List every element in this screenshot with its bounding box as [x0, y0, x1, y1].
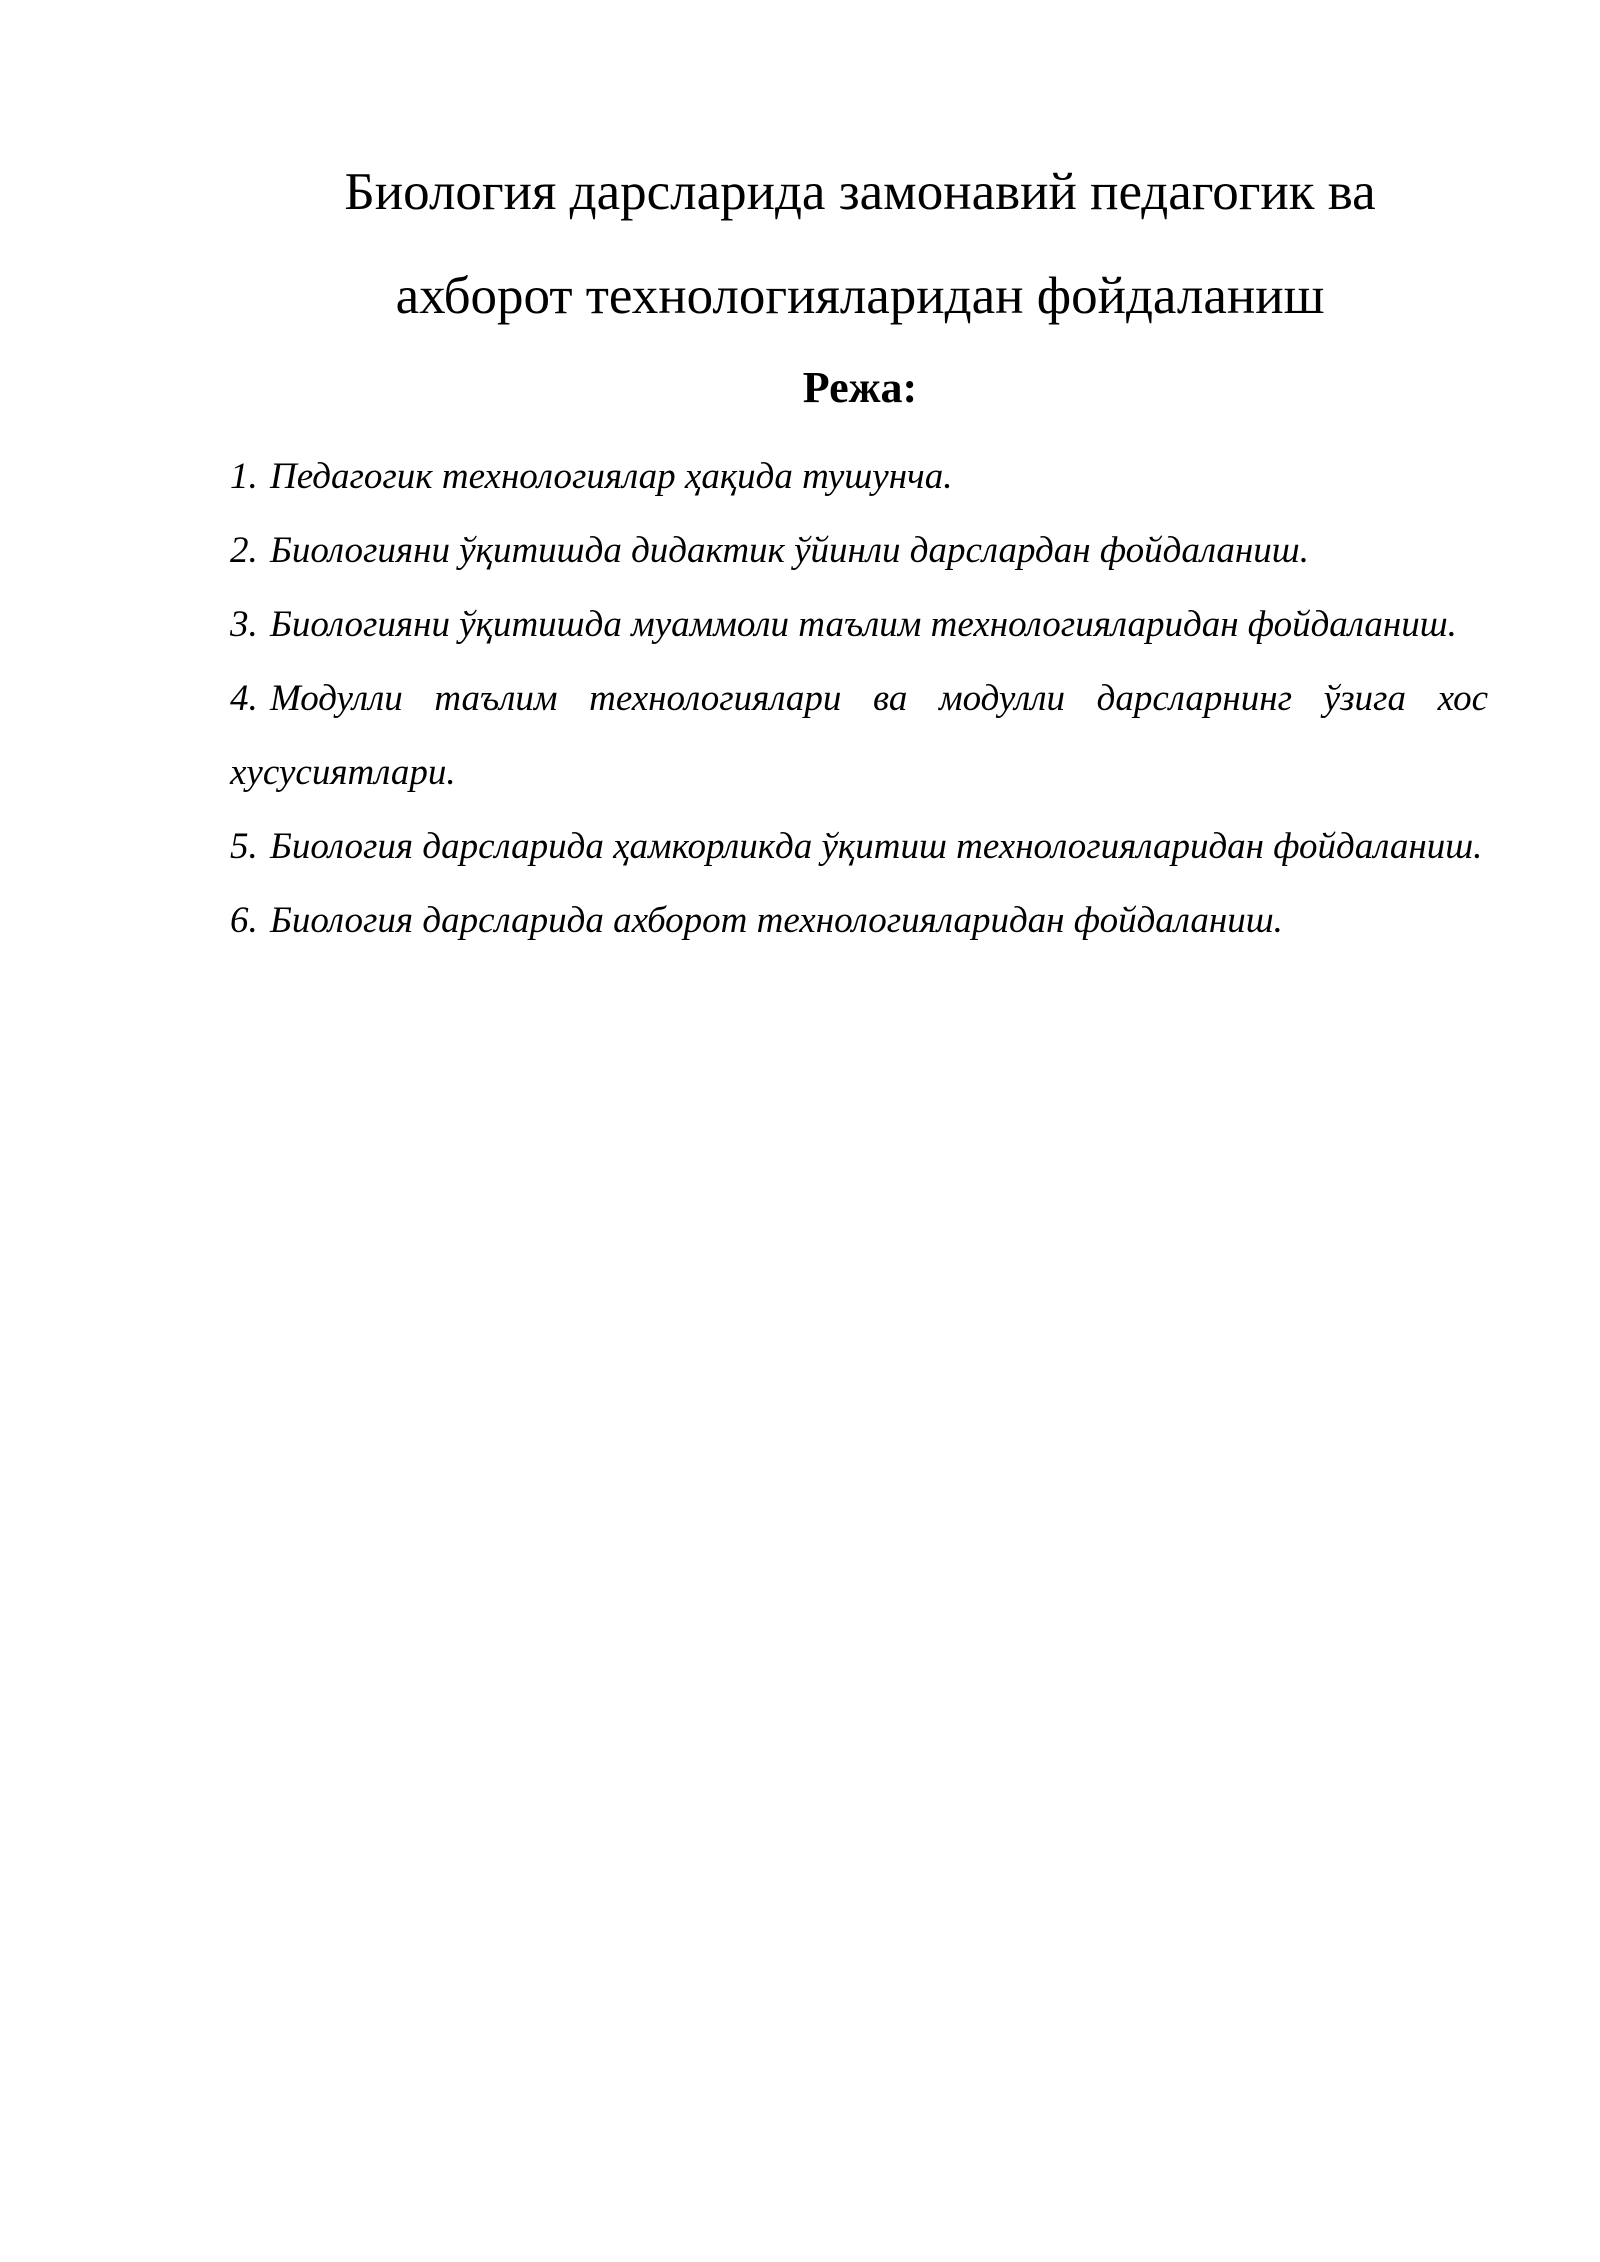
plan-item-text: Биология дарсларида ҳамкорликда ўқитиш технологияларидан фойдаланиш. [270, 826, 1483, 867]
plan-item-number: 6. [230, 900, 258, 941]
plan-item-6 [230, 884, 1488, 958]
plan-list [230, 440, 1488, 958]
plan-item-text: Биология дарсларида ахборот технологияларидан фойдаланиш. [270, 900, 1283, 941]
plan-item-number: 1. [230, 456, 258, 497]
plan-heading: Режа: [802, 363, 918, 412]
plan-item-text: Биологияни ўқитишда муаммоли таълим технологияларидан фойдаланиш. [270, 604, 1457, 645]
plan-item-text: Модулли таълим технологиялари ва модулли дарсларнинг ўзига хос хусусиятлари. [230, 678, 1488, 793]
plan-item-number: 2. [230, 530, 258, 571]
document-title [230, 140, 1490, 348]
plan-item-text: Биологияни ўқитишда дидактик ўйинли дарслардан фойдаланиш. [270, 530, 1309, 571]
plan-item-3 [230, 588, 1488, 662]
plan-item-4 [230, 662, 1488, 810]
plan-item-5 [230, 810, 1488, 884]
plan-item-number: 3. [230, 604, 258, 645]
title-line-1: Биология дарсларида замонавий педагогик ва [344, 163, 1376, 221]
plan-item-number: 4. [230, 678, 258, 719]
plan-item-1 [230, 440, 1488, 514]
plan-item-number: 5. [230, 826, 258, 867]
plan-item-text: Педагогик технологиялар ҳақида тушунча. [270, 456, 953, 497]
title-line-2: ахборот технологияларидан фойдаланиш [395, 267, 1325, 325]
plan-item-2 [230, 514, 1488, 588]
